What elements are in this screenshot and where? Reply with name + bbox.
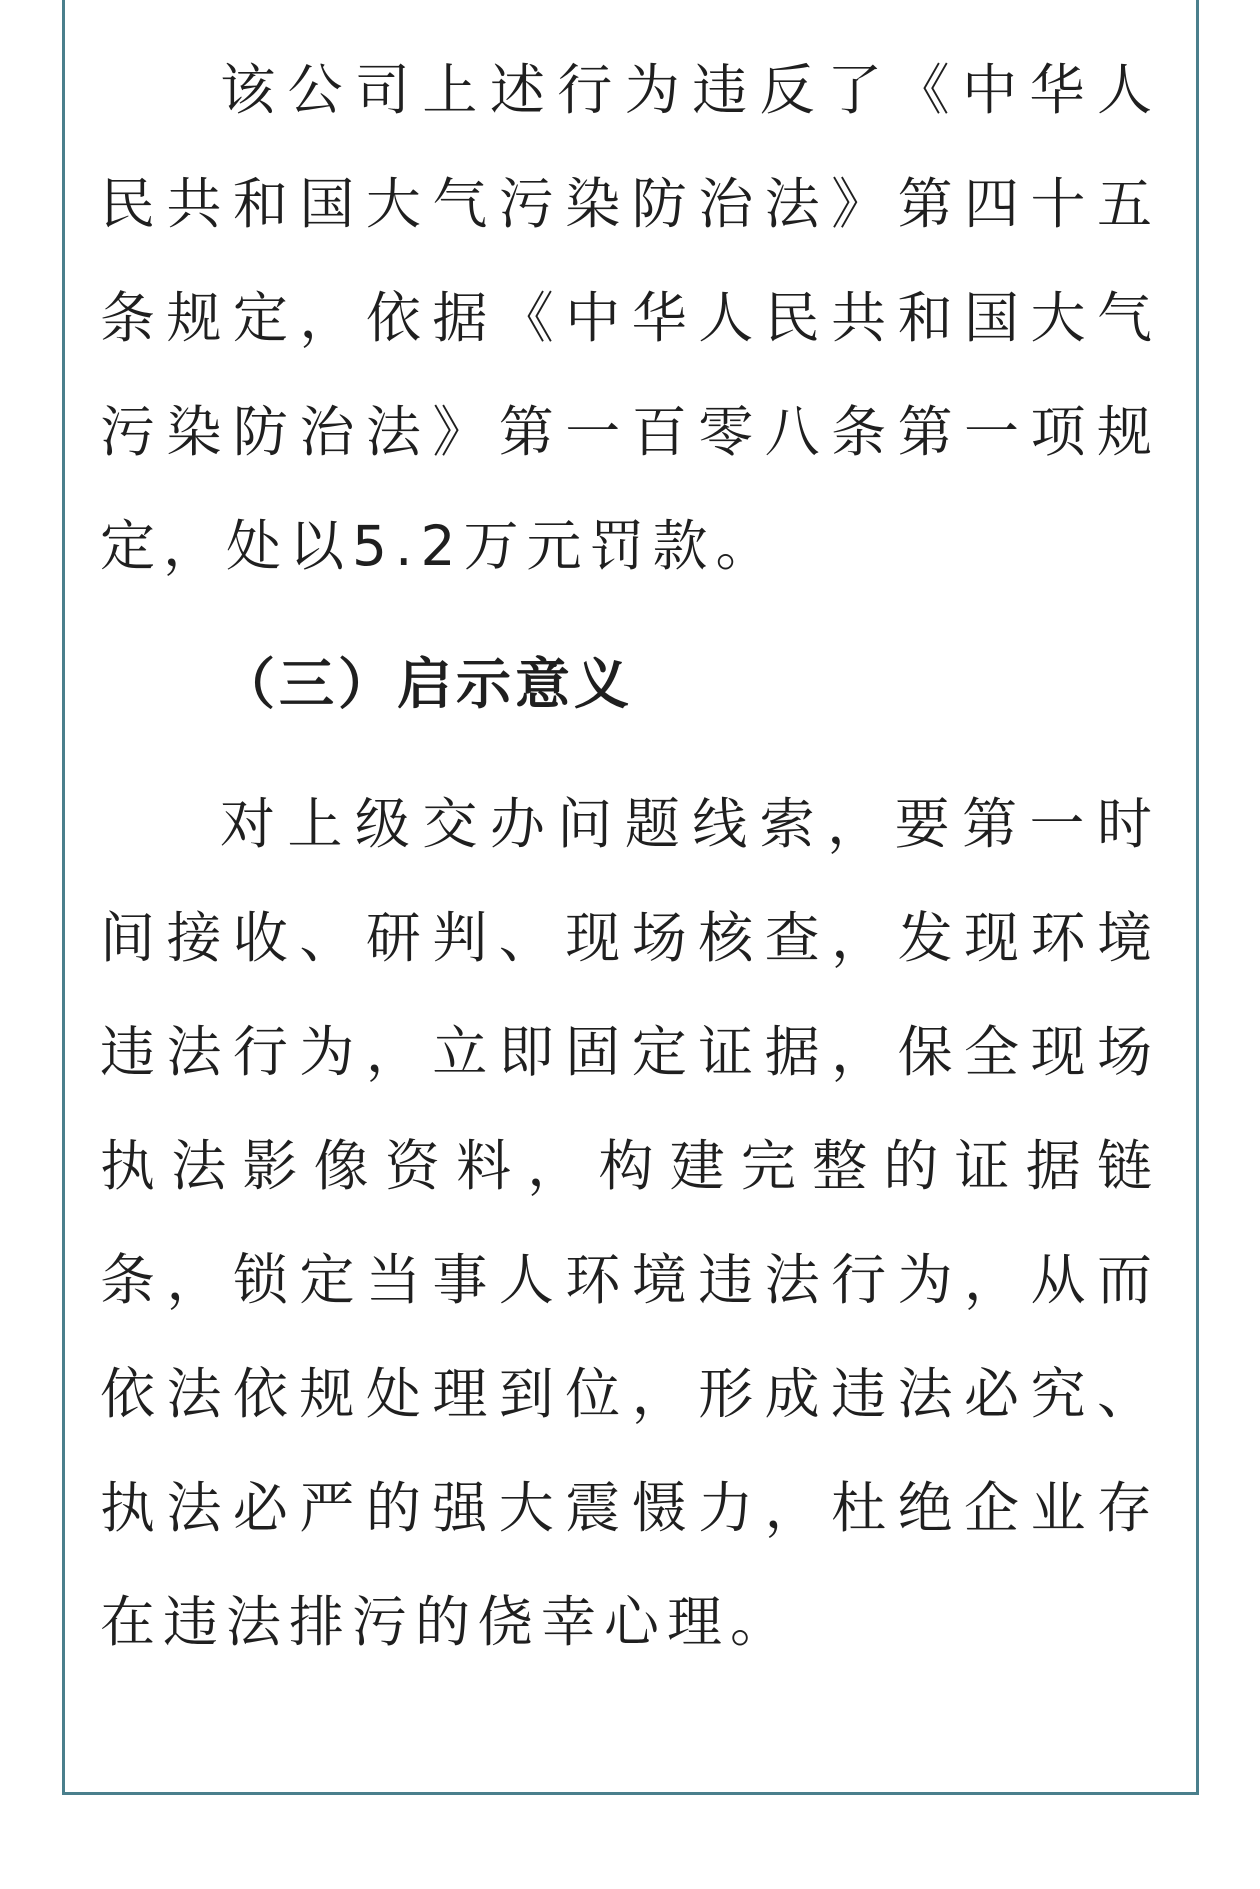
penalty-paragraph: 该公司上述行为违反了《中华人民共和国大气污染防治法》第四十五条规定，依据《中华人民共和国大气污染防治法》第一百零八条第一项规定，处以5.2万元罚款。: [100, 58, 1160, 578]
article-body: [100, 33, 1160, 1679]
significance-paragraph: 对上级交办问题线索，要第一时间接收、研判、现场核查，发现环境违法行为，立即固定证据，保全现场执法影像资料，构建完整的证据链条，锁定当事人环境违法行为，从而依法依规处理到位，形成违法必究、执法必严的强大震慑力，杜绝企业存在违法排污的侥幸心理。: [100, 792, 1160, 1654]
section-heading: （三）启示意义: [220, 652, 634, 716]
